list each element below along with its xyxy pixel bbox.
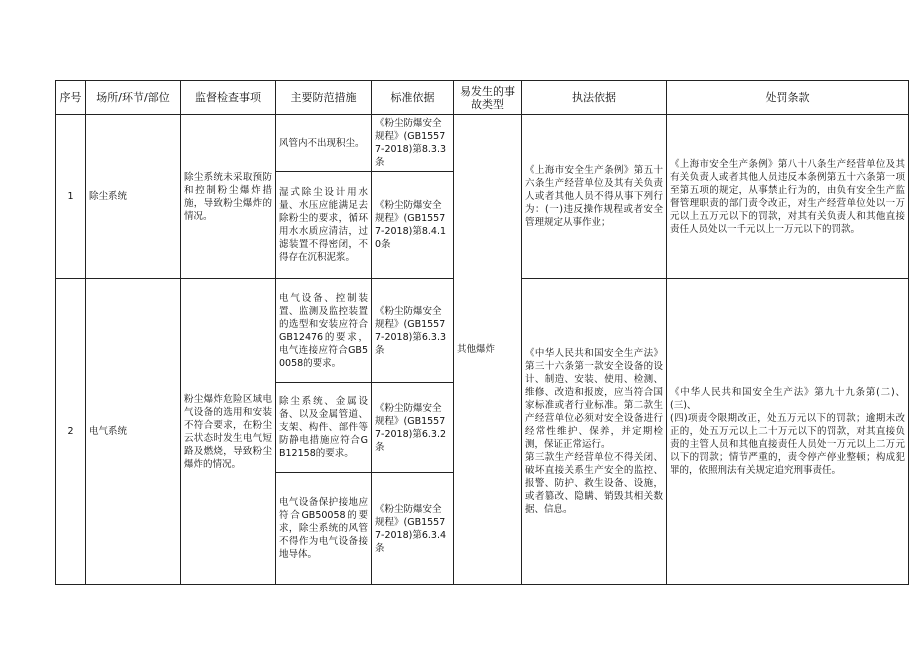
table-row bbox=[56, 115, 909, 172]
penalty-cell: 《中华人民共和国安全生产法》第九十九条第(二)、(三)、 (四)项责令限期改正，处五万元以下的罚款；逾期未改正的，处五万元以上二十万元以下的罚款，对其直接负责的主管人员和其他直接责任人员处一万元以上二万元以下的罚款；情节严重的，责令停产停业整顿；构成犯罪的，依照刑法有关规定追究刑事责任。 bbox=[667, 279, 909, 585]
header-item: 监督检查事项 bbox=[181, 81, 276, 115]
inspection-table bbox=[55, 80, 909, 585]
header-place: 场所/环节/部位 bbox=[86, 81, 181, 115]
header-penalty: 处罚条款 bbox=[667, 81, 909, 115]
row-seq: 2 bbox=[56, 279, 86, 585]
measure-cell: 风管内不出现积尘。 bbox=[276, 115, 372, 172]
measure-cell: 湿式除尘设计用水量、水压应能满足去除粉尘的要求，循环用水水质应清洁，过滤装置不得密闭，不得存在沉积泥浆。 bbox=[276, 172, 372, 279]
row-item: 粉尘爆炸危险区域电气设备的选用和安装不符合要求，在粉尘云状态时发生电气短路及燃烧，导致粉尘爆炸的情况。 bbox=[181, 279, 276, 585]
header-basis: 标准依据 bbox=[372, 81, 454, 115]
measure-cell: 除尘系统、金属设备、以及金属管道、支架、构件、部件等防静电措施应符合GB12158的要求。 bbox=[276, 383, 372, 473]
basis-cell: 《粉尘防爆安全规程》(GB15577-2018)第6.3.2条 bbox=[372, 383, 454, 473]
row-seq: 1 bbox=[56, 115, 86, 279]
measure-cell: 电气设备保护接地应符合GB50058的要求，除尘系统的风管不得作为电气设备接地导体。 bbox=[276, 473, 372, 585]
header-row bbox=[56, 81, 909, 115]
measure-cell: 电气设备、控制装置、监测及监控装置的选型和安装应符合GB12476的要求，电气连接应符合GB50058的要求。 bbox=[276, 279, 372, 383]
basis-cell: 《粉尘防爆安全规程》(GB15577-2018)第6.3.4条 bbox=[372, 473, 454, 585]
header-accident-type: 易发生的事故类型 bbox=[454, 81, 522, 115]
basis-cell: 《粉尘防爆安全规程》(GB15577-2018)第8.3.3条 bbox=[372, 115, 454, 172]
basis-cell: 《粉尘防爆安全规程》(GB15577-2018)第6.3.3条 bbox=[372, 279, 454, 383]
penalty-cell: 《上海市安全生产条例》第八十八条生产经营单位及其有关负责人或者其他人员违反本条例第五十六条第一项至第五项的规定，从事禁止行为的，由负有安全生产监督管理职责的部门责令改正，对生产经营单位处以一万元以上五万元以下的罚款，对其有关负责人和其他直接责任人员处以一千元以上一万元以下的罚款。 bbox=[667, 115, 909, 279]
accident-type-cell: 其他爆炸 bbox=[454, 115, 522, 585]
header-measures: 主要防范措施 bbox=[276, 81, 372, 115]
law-basis-cell: 《中华人民共和国安全生产法》第三十六条第一款安全设备的设计、制造、安装、使用、检测、维修、改造和报废，应当符合国家标准或者行业标准。第二款生产经营单位必须对安全设备进行经常性维护、保养，并定期检测，保证正常运行。 第三款生产经营单位不得关闭、破坏直接关系生产安全的监控、报警、防护、救生设备、设施，或者篡改、隐瞒、销毁其相关数据、信息。 bbox=[522, 279, 667, 585]
row-place: 电气系统 bbox=[86, 279, 181, 585]
law-basis-cell: 《上海市安全生产条例》第五十六条生产经营单位及其有关负责人或者其他人员不得从事下列行为：(一)违反操作规程或者安全管理规定从事作业； bbox=[522, 115, 667, 279]
row-item: 除尘系统未采取预防和控制粉尘爆炸措施，导致粉尘爆炸的情况。 bbox=[181, 115, 276, 279]
header-law-basis: 执法依据 bbox=[522, 81, 667, 115]
header-seq: 序号 bbox=[56, 81, 86, 115]
row-place: 除尘系统 bbox=[86, 115, 181, 279]
basis-cell: 《粉尘防爆安全规程》(GB15577-2018)第8.4.10条 bbox=[372, 172, 454, 279]
